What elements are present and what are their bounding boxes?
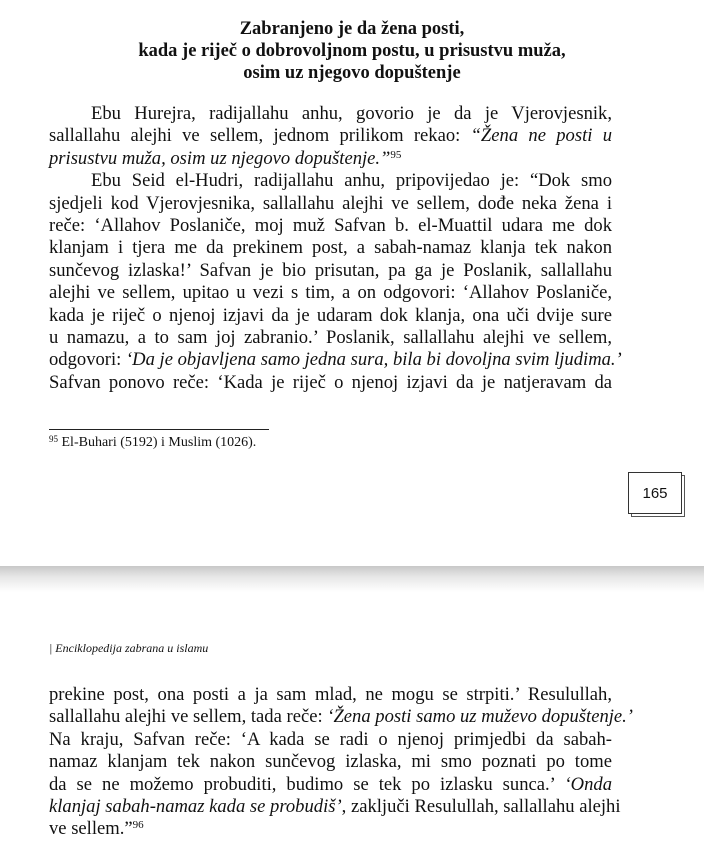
title-line-2: kada je riječ o dobrovoljnom postu, u prisustvu muža, <box>138 41 566 61</box>
footnote-95 <box>49 434 256 452</box>
page2-line-1: prekine post, ona posti a ja sam mlad, ne mogu se strpiti.’ Resulullah, <box>49 684 612 705</box>
paragraph-2-line-3: reče: ‘Allahov Poslaniče, moj muž Safvan b. el-Muattil udara me dok <box>49 214 612 236</box>
footnote-ref-95: 95 <box>390 148 402 161</box>
page2-line-7: ve sellem.”$^{96}$ <box>49 818 144 840</box>
page-separator <box>0 566 704 592</box>
page2-line-3: Na kraju, Safvan reče: ‘A kada se radi o njenoj primjedbi da sabah- <box>49 728 612 750</box>
paragraph-2-line-5: sunčevog izlaska!’ Safvan je bio prisutan, pa ga je Poslanik, sallallahu <box>49 259 612 281</box>
paragraph-1-line-1: Ebu Hurejra, radijallahu anhu, govorio je da je Vjerovjesnik, <box>91 103 612 124</box>
running-head: | Enciklopedija zabrana u islamu <box>49 641 209 655</box>
paragraph-2-line-8: u namazu, a to sam joj zabranio.’ Poslanik, sallallahu alejhi ve sellem, <box>49 326 612 348</box>
page2-line-4: namaz klanjam tek nakon sunčevog izlaska, mi smo poznati po tome <box>49 751 612 773</box>
paragraph-2-line-9: odgovori: ‘Da je objavljena samo jedna sura, bila bi dovoljna svim ljudima.’ <box>49 349 622 371</box>
page2-line-5: da se ne možemo probuditi, budimo se tek po izlasku sunca.’ ‘Onda <box>49 773 612 795</box>
paragraph-1-line-3: prisustvu muža, osim uz njegovo dopuštenje.”$^{95}$ <box>49 147 402 169</box>
paragraph-2-line-2: sjedjeli kod Vjerovjesnika, sallallahu alejhi ve sellem, dođe neka žena i <box>49 192 612 214</box>
paragraph-2-line-1: Ebu Seid el-Hudri, radijallahu anhu, pripovijedao je: “Dok smo <box>91 170 612 192</box>
paragraph-1-line-2: sallallahu alejhi ve sellem, jednom prilikom rekao: “Žena ne posti u <box>49 125 612 147</box>
page2-line-6: klanjaj sabah-namaz kada se probudiš’, zaključi Resulullah, sallallahu alejhi <box>49 795 621 817</box>
paragraph-2-line-7: kada je riječ o njenoj izjavi da je udaram dok klanja, ona uči dvije sure <box>49 304 612 326</box>
paragraph-2-line-10: Safvan ponovo reče: ‘Kada je riječ o njenoj izjavi da je natjeravam da <box>49 371 612 393</box>
chapter-title <box>40 18 664 84</box>
footnote-text: El-Buhari (5192) i Muslim (1026). <box>58 435 257 450</box>
footnote-number: 95 <box>49 434 58 444</box>
footnote-ref-96: 96 <box>132 819 144 832</box>
body-text-page-166 <box>49 684 634 841</box>
page2-line-2: sallallahu alejhi ve sellem, tada reče: ‘Žena posti samo uz muževo dopuštenje.’ <box>49 706 634 728</box>
title-line-3: osim uz njegovo dopuštenje <box>243 63 461 83</box>
page-number: 165 <box>628 472 682 514</box>
paragraph-2-line-4: klanjam i tjera me da prekinem post, a sabah-namaz klanja tek nakon <box>49 237 612 259</box>
page-number-box <box>628 472 684 516</box>
body-text-page-165 <box>49 103 622 394</box>
footnote-divider <box>49 429 269 430</box>
title-line-1: Zabranjeno je da žena posti, <box>239 19 465 39</box>
page-166 <box>0 592 704 848</box>
paragraph-2-line-6: alejhi ve sellem, upitao u vezi s tim, a on odgovori: ‘Allahov Poslaniče, <box>49 282 612 304</box>
